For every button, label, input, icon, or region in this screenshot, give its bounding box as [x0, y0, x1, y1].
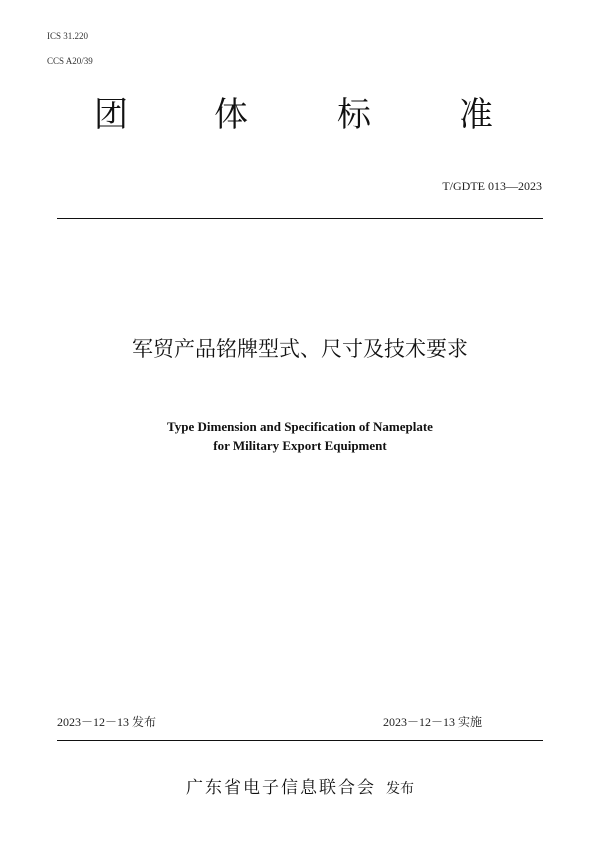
- title-chinese: 军贸产品铭牌型式、尺寸及技术要求: [132, 337, 468, 361]
- publisher: [0, 773, 600, 798]
- standard-type-char: 体: [214, 95, 248, 135]
- standard-type-char: 准: [459, 95, 493, 135]
- standard-type-char: 团: [94, 95, 128, 135]
- standard-type-heading: [0, 92, 600, 138]
- publisher-name: 广东省电子信息联合会: [186, 778, 376, 798]
- title-english-line1: Type Dimension and Specification of Nameplate: [167, 419, 433, 434]
- implementation-date: 2023－12－13 实施: [383, 715, 483, 729]
- ics-code: ICS 31.220: [47, 31, 89, 41]
- title-english: [0, 417, 600, 455]
- issue-date: 2023－12－13 发布: [57, 715, 157, 729]
- publisher-suffix: 发布: [386, 781, 414, 797]
- title-english-line2: for Military Export Equipment: [213, 438, 387, 453]
- bottom-divider: [57, 740, 543, 741]
- top-divider: [57, 218, 543, 219]
- standard-number: T/GDTE 013—2023: [442, 179, 542, 193]
- standard-type-char: 标: [337, 95, 371, 135]
- ccs-code: CCS A20/39: [47, 56, 93, 66]
